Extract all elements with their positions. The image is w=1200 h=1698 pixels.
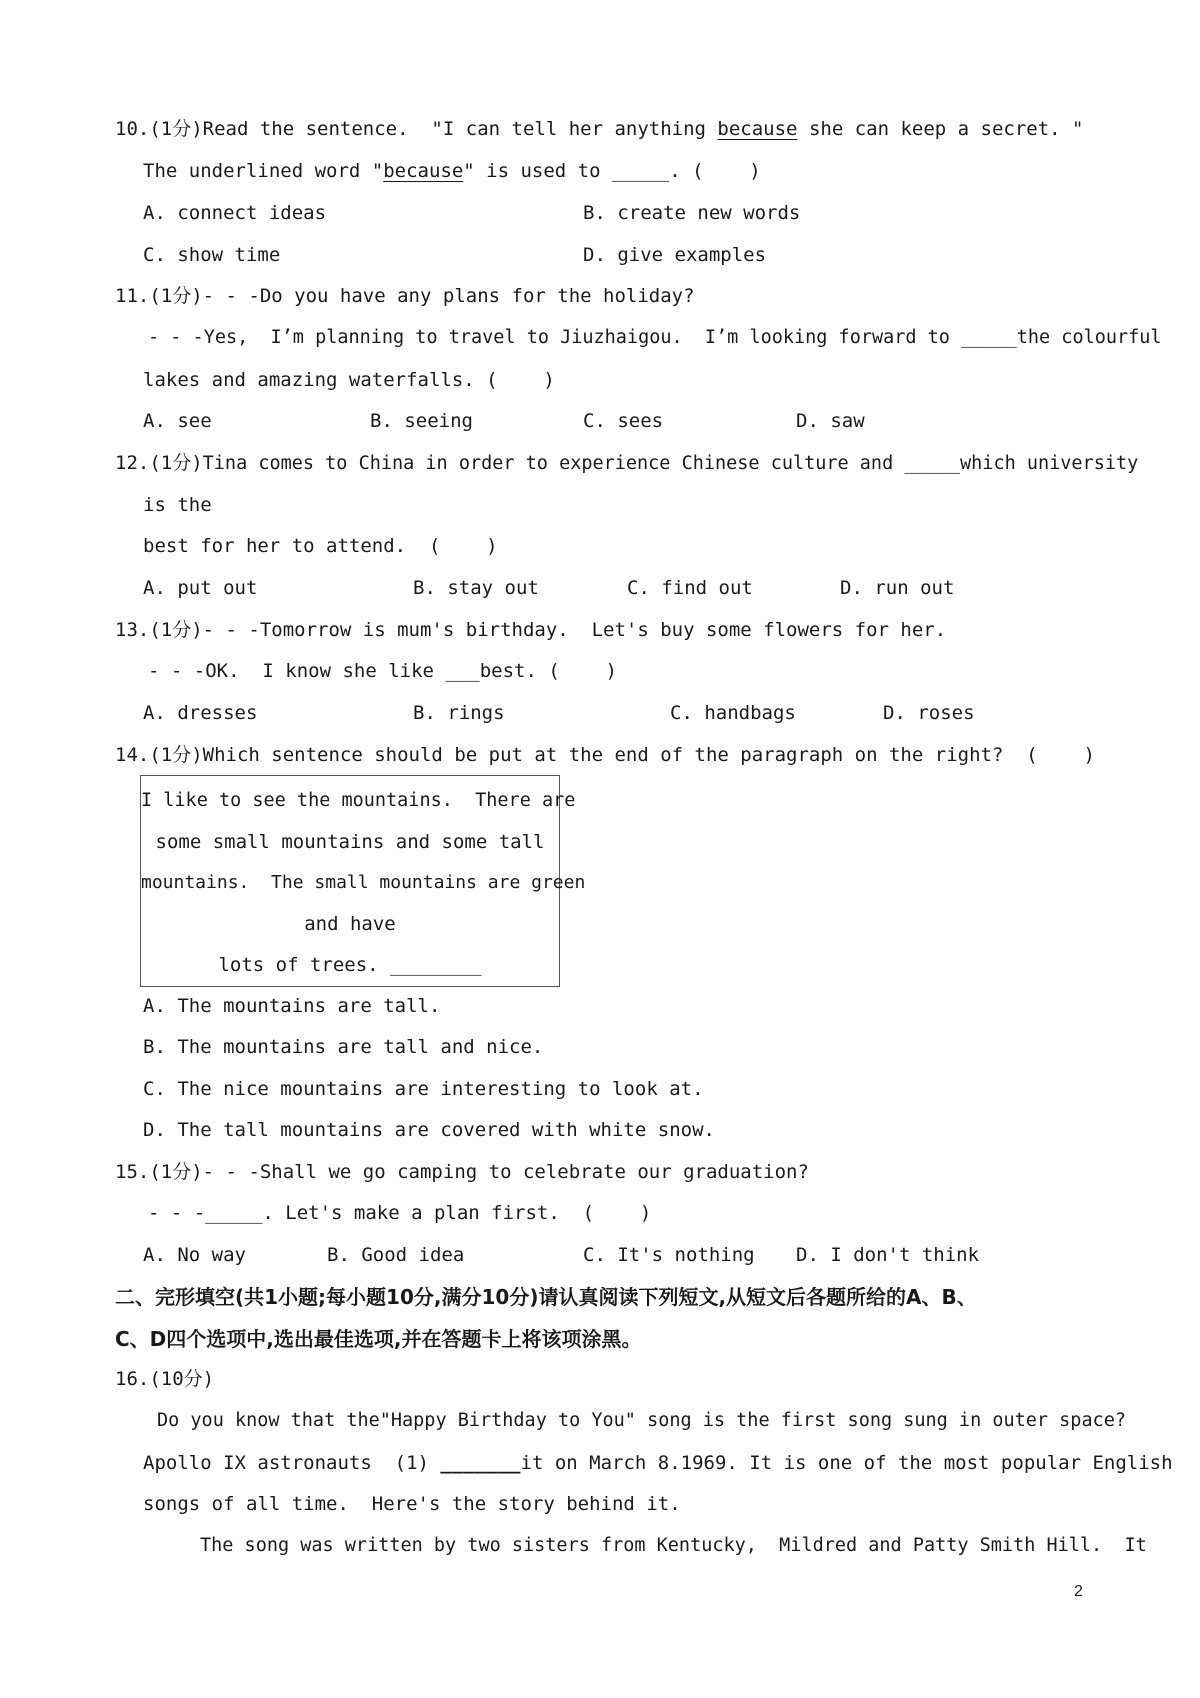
q14-option-d: D. The tall mountains are covered with white snow. [143,1119,715,1141]
q11-line2: - - -Yes, I’m planning to travel to Jiuzhaigou. I’m looking forward to _____the colourful [148,327,1162,348]
q13-number: 13. [115,619,150,641]
q14-box-line-3: mountains. The small mountains are green [141,872,586,893]
q12-score: (1分) [149,452,203,474]
q10-number: 10. [115,118,150,140]
q15-line1: 15.(1分)- - -Shall we go camping to celebrate our graduation? [115,1161,809,1183]
page-number: 2 [1074,1583,1083,1600]
q15-option-b: B. Good idea [327,1244,465,1266]
q14-option-b: B. The mountains are tall and nice. [143,1036,544,1058]
q11-score: (1分) [149,285,203,307]
q14-paragraph-box [140,775,586,987]
q14-box-line-5: lots of trees. ________ [218,954,482,976]
q10-option-c: C. show time [143,244,281,266]
q12-option-c: C. find out [627,577,753,599]
q16-paragraph-line2: Apollo IX astronauts (1) _______it on March 8.1969. It is one of the most popular English [143,1452,1173,1474]
q13-score: (1分) [149,619,203,641]
q11-line3: lakes and amazing waterfalls. ( ) [143,369,555,391]
q10-prompt-a: Read the sentence. "I can tell her anything [202,118,718,140]
q10-line1 [115,120,1083,139]
q13-option-c: C. handbags [670,702,796,724]
q10-line2: The underlined word "because" is used to _____. ( ) [143,160,761,182]
q15-number: 15. [115,1161,150,1183]
q14-option-a: A. The mountains are tall. [143,995,441,1017]
q16-blank-1: _______ [440,1452,521,1474]
q12-option-b: B. stay out [413,577,539,599]
q16-number: 16. [115,1368,150,1390]
section2-heading-line2: C、D四个选项中,选出最佳选项,并在答题卡上将该项涂黑。 [115,1327,642,1351]
q14-box-line-2: some small mountains and some tall [155,831,545,853]
q14-number: 14. [115,744,150,766]
q15-option-c: C. It's nothing [583,1244,755,1266]
q14-box-line-4: and have [304,913,396,935]
q15-option-a: A. No way [143,1244,246,1266]
q10-option-d: D. give examples [583,244,767,266]
q16-paragraph-line1: Do you know that the"Happy Birthday to You" song is the first song sung in outer space? [157,1410,1127,1431]
q16-score: (10分) [149,1368,215,1390]
q12-line1: 12.(1分)Tina comes to China in order to experience Chinese culture and _____which university [115,452,1139,474]
q15-line2: - - -_____. Let's make a plan first. ( ) [148,1202,652,1224]
q12-option-d: D. run out [840,577,955,599]
q11-option-d: D. saw [796,410,865,432]
q10-underlined-word-ref: because [383,160,464,182]
q10-score: (1分) [149,118,203,140]
q12-number: 12. [115,452,150,474]
q16-line1 [115,1370,214,1389]
q12-line2: is the [143,494,212,516]
q13-option-a: A. dresses [143,702,258,724]
q15-option-d: D. I don't think [796,1244,980,1266]
q11-number: 11. [115,285,150,307]
q16-paragraph-line4: The song was written by two sisters from Kentucky, Mildred and Patty Smith Hill. It [200,1535,1147,1556]
q14-score: (1分) [149,744,203,766]
q14-box-line-1: I like to see the mountains. There are [141,790,576,811]
q10-prompt-b: she can keep a secret. " [797,118,1084,140]
q12-line3: best for her to attend. ( ) [143,535,498,557]
q13-line1: 13.(1分)- - -Tomorrow is mum's birthday. Let's buy some flowers for her. [115,619,947,641]
q15-score: (1分) [149,1161,203,1183]
q14-option-c: C. The nice mountains are interesting to look at. [143,1078,704,1100]
q14-line1: 14.(1分)Which sentence should be put at the end of the paragraph on the right? ( ) [115,744,1095,766]
q10-option-b: B. create new words [583,202,801,224]
q13-option-b: B. rings [413,702,505,724]
q13-option-d: D. roses [883,702,975,724]
q16-paragraph-line3: songs of all time. Here's the story behind it. [143,1493,681,1515]
section2-heading-line1: 二、完形填空(共1小题;每小题10分,满分10分)请认真阅读下列短文,从短文后各题所给的A、B、 [115,1285,977,1309]
q11-option-b: B. seeing [370,410,473,432]
q11-option-a: A. see [143,410,212,432]
q10-underlined-word: because [717,118,798,140]
q11-line1: 11.(1分)- - -Do you have any plans for the holiday? [115,285,695,307]
q11-option-c: C. sees [583,410,664,432]
q10-option-a: A. connect ideas [143,202,327,224]
q13-line2: - - -OK. I know she like ___best. ( ) [148,660,617,682]
q12-option-a: A. put out [143,577,258,599]
